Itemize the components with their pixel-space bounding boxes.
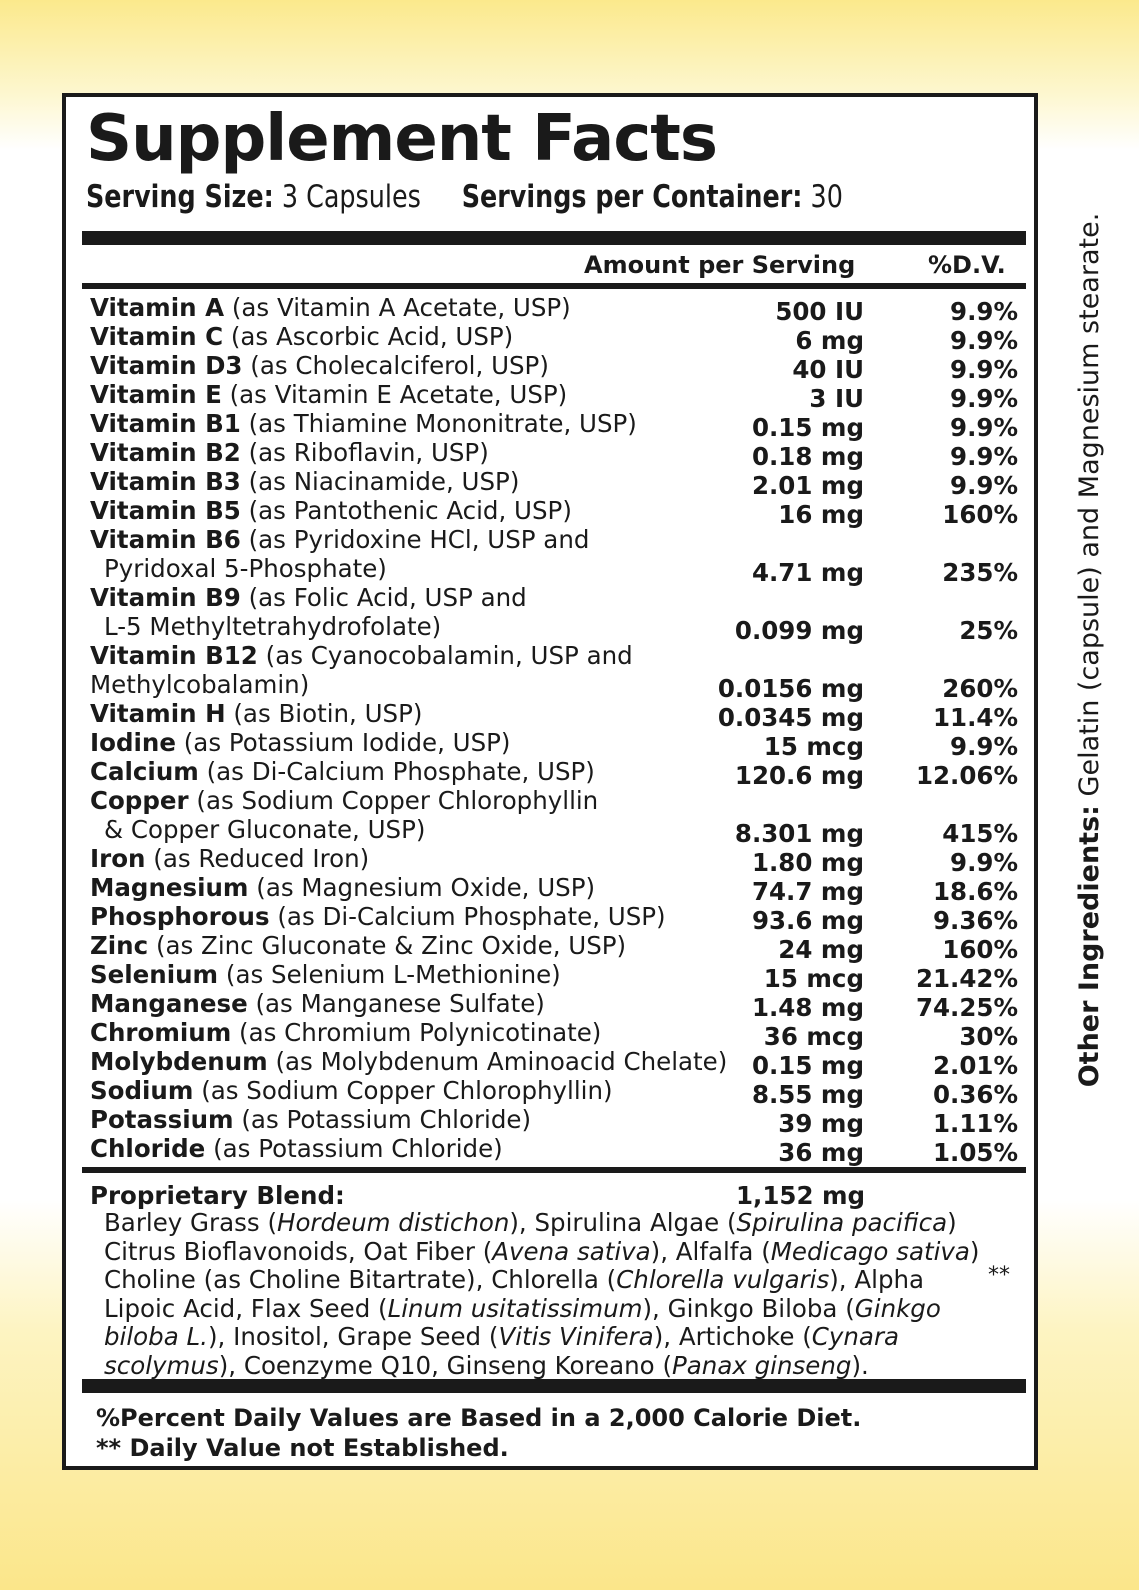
nutrient-source: (as Pyridoxine HCl, USP and	[248, 525, 590, 554]
nutrient-list	[90, 293, 1020, 1167]
nutrient-name: Vitamin B2	[90, 438, 241, 467]
nutrient-label	[90, 322, 1020, 351]
botanical-name: Chlorella vulgaris	[616, 1265, 830, 1294]
divider-thick	[82, 231, 1026, 245]
nutrient-amount: 2.01 mg	[751, 471, 864, 500]
nutrient-amount: 36 mg	[778, 1138, 864, 1167]
nutrient-source: (as Reduced Iron)	[153, 844, 370, 873]
nutrient-name: Vitamin B9	[90, 583, 241, 612]
nutrient-label	[90, 1134, 1020, 1163]
nutrient-amount: 1.48 mg	[751, 993, 864, 1022]
nutrient-dv: 415%	[942, 819, 1018, 848]
nutrient-source: (as Folic Acid, USP and	[248, 583, 527, 612]
nutrient-source: (as Potassium Iodide, USP)	[183, 728, 511, 757]
nutrient-name: Vitamin E	[90, 380, 222, 409]
botanical-name: Panax ginseng	[672, 1350, 852, 1380]
nutrient-name: Iron	[90, 844, 146, 873]
nutrient-amount: 15 mcg	[763, 964, 864, 993]
nutrient-label	[90, 873, 1020, 902]
serving-size-value: 3 Capsules	[281, 179, 421, 215]
nutrient-source: (as Magnesium Oxide, USP)	[256, 873, 596, 902]
nutrient-dv: 260%	[942, 674, 1018, 703]
nutrient-row	[90, 1018, 1020, 1051]
panel-title: Supplement Facts	[86, 102, 717, 176]
nutrient-source: (as Thiamine Mononitrate, USP)	[248, 409, 637, 438]
nutrient-label	[90, 351, 1020, 380]
nutrient-label	[90, 902, 1020, 931]
nutrient-dv: 9.9%	[950, 471, 1018, 500]
nutrient-row	[90, 1047, 1020, 1080]
nutrient-row	[90, 1105, 1020, 1138]
nutrient-dv: 160%	[942, 500, 1018, 529]
nutrient-label	[90, 728, 1020, 757]
botanical-name: Ginkgo biloba L.	[104, 1293, 941, 1351]
nutrient-amount: 0.0156 mg	[717, 674, 864, 703]
nutrient-name: Vitamin B3	[90, 467, 241, 496]
nutrient-amount: 1.80 mg	[751, 848, 864, 877]
nutrient-amount: 0.15 mg	[751, 1051, 864, 1080]
nutrient-source: (as Vitamin E Acetate, USP)	[229, 380, 568, 409]
blend-text-segment: ), Alfalfa (	[650, 1236, 771, 1266]
nutrient-dv: 1.05%	[933, 1138, 1018, 1167]
nutrient-label	[90, 1076, 1020, 1105]
nutrient-row	[90, 496, 1020, 529]
nutrient-source: (as Zinc Gluconate & Zinc Oxide, USP)	[155, 931, 627, 960]
nutrient-amount: 120.6 mg	[734, 761, 864, 790]
nutrient-dv: 21.42%	[915, 964, 1018, 993]
botanical-name: Medicago sativa	[770, 1236, 970, 1266]
nutrient-label	[90, 786, 1020, 815]
servings-per-container-value: 30	[810, 179, 843, 215]
nutrient-dv: 160%	[942, 935, 1018, 964]
nutrient-name: Chloride	[90, 1134, 206, 1163]
amount-column-header: Amount per Serving	[584, 251, 856, 279]
nutrient-row	[90, 351, 1020, 384]
nutrient-source: (as Di-Calcium Phosphate, USP)	[206, 757, 595, 786]
footnote: %Percent Daily Values are Based in a 2,000 Calorie Diet.	[96, 1404, 862, 1432]
nutrient-dv: 2.01%	[933, 1051, 1018, 1080]
nutrient-source: (as Molybdenum Aminoacid Chelate)	[275, 1047, 728, 1076]
nutrient-row	[90, 583, 1020, 645]
nutrient-label	[90, 960, 1020, 989]
supplement-facts-panel	[62, 93, 1038, 1470]
nutrient-amount: 0.0345 mg	[717, 703, 864, 732]
nutrient-dv: 11.4%	[933, 703, 1018, 732]
nutrient-label	[90, 293, 1020, 322]
nutrient-dv: 0.36%	[933, 1080, 1018, 1109]
nutrient-amount: 3 IU	[809, 384, 864, 413]
blend-text-segment: Barley Grass (	[104, 1208, 278, 1237]
nutrient-amount: 0.099 mg	[734, 616, 864, 645]
nutrient-source: (as Potassium Chloride)	[241, 1105, 532, 1134]
nutrient-name: Vitamin B12	[90, 641, 258, 670]
nutrient-row	[90, 699, 1020, 732]
nutrient-source: (as Cholecalciferol, USP)	[250, 351, 549, 380]
dv-column-header: %D.V.	[928, 251, 1006, 279]
nutrient-amount: 4.71 mg	[751, 558, 864, 587]
nutrient-dv: 74.25%	[915, 993, 1018, 1022]
nutrient-label	[90, 844, 1020, 873]
nutrient-row	[90, 293, 1020, 326]
nutrient-row	[90, 844, 1020, 877]
nutrient-source: (as Biotin, USP)	[233, 699, 423, 728]
nutrient-name: Selenium	[90, 960, 219, 989]
serving-size-label: Serving Size:	[86, 179, 274, 215]
nutrient-label	[90, 409, 1020, 438]
blend-text-segment: ), Artichoke (	[653, 1322, 812, 1351]
nutrient-amount: 8.301 mg	[734, 819, 864, 848]
nutrient-amount: 36 mcg	[763, 1022, 864, 1051]
divider-thick	[82, 1379, 1026, 1393]
blend-text-segment: ).	[851, 1350, 869, 1380]
nutrient-dv: 30%	[959, 1022, 1018, 1051]
nutrient-name: Sodium	[90, 1076, 194, 1105]
nutrient-row	[90, 873, 1020, 906]
blend-text-segment: ), Spirulina Algae (	[509, 1208, 737, 1237]
nutrient-source-cont: Pyridoxal 5-Phosphate)	[104, 554, 387, 583]
nutrient-name: Chromium	[90, 1018, 232, 1047]
nutrient-label	[90, 757, 1020, 786]
nutrient-name: Calcium	[90, 757, 199, 786]
nutrient-dv: 25%	[959, 616, 1018, 645]
nutrient-dv: 9.9%	[950, 732, 1018, 761]
nutrient-amount: 24 mg	[778, 935, 864, 964]
other-ingredients-text: Gelatin (capsule) and Magnesium stearate.	[1074, 212, 1105, 797]
blend-ingredients	[104, 1209, 984, 1380]
nutrient-label	[90, 438, 1020, 467]
blend-text-segment: ), Coenzyme Q10, Ginseng Koreano (	[218, 1350, 673, 1380]
nutrient-name: Iodine	[90, 728, 176, 757]
nutrient-label	[90, 1047, 1020, 1076]
footnotes	[96, 1403, 861, 1463]
nutrient-name: Vitamin B5	[90, 496, 241, 525]
nutrient-row	[90, 467, 1020, 500]
nutrient-row	[90, 1134, 1020, 1167]
nutrient-amount: 93.6 mg	[751, 906, 864, 935]
serving-info	[86, 177, 843, 217]
nutrient-dv: 9.9%	[950, 355, 1018, 384]
nutrient-label	[90, 1018, 1020, 1047]
nutrient-row	[90, 902, 1020, 935]
nutrient-source: (as Pantothenic Acid, USP)	[248, 496, 572, 525]
blend-text-segment: ), Inositol, Grape Seed (	[207, 1322, 499, 1351]
nutrient-name: Potassium	[90, 1105, 234, 1134]
botanical-name: Hordeum distichon	[277, 1208, 510, 1237]
nutrient-source: (as Sodium Copper Chlorophyllin)	[201, 1076, 613, 1105]
botanical-name: Linum usitatissimum	[387, 1293, 643, 1323]
nutrient-amount: 16 mg	[778, 500, 864, 529]
nutrient-amount: 6 mg	[795, 326, 864, 355]
nutrient-amount: 0.18 mg	[751, 442, 864, 471]
nutrient-label	[90, 989, 1020, 1018]
divider-thin	[82, 283, 1026, 289]
nutrient-label	[90, 931, 1020, 960]
nutrient-source-cont: & Copper Gluconate, USP)	[104, 815, 426, 844]
nutrient-amount: 74.7 mg	[751, 877, 864, 906]
nutrient-dv: 9.9%	[950, 442, 1018, 471]
nutrient-amount: 39 mg	[778, 1109, 864, 1138]
nutrient-name: Vitamin C	[90, 322, 224, 351]
nutrient-row	[90, 380, 1020, 413]
blend-text-segment: ) Choline (as Choline Bitartrate), Chlorella (	[104, 1236, 980, 1294]
nutrient-source: (as Chromium Polynicotinate)	[239, 1018, 602, 1047]
nutrient-dv: 9.9%	[950, 297, 1018, 326]
nutrient-label	[90, 496, 1020, 525]
nutrient-source: (as Manganese Sulfate)	[255, 989, 545, 1018]
nutrient-source: (as Cyanocobalamin, USP and	[265, 641, 633, 670]
nutrient-dv: 12.06%	[915, 761, 1018, 790]
nutrient-row	[90, 960, 1020, 993]
nutrient-name: Magnesium	[90, 873, 249, 902]
nutrient-label	[90, 1105, 1020, 1134]
nutrient-dv: 18.6%	[933, 877, 1018, 906]
nutrient-label	[90, 380, 1020, 409]
nutrient-source: (as Vitamin A Acetate, USP)	[231, 293, 571, 322]
nutrient-source: (as Ascorbic Acid, USP)	[230, 322, 514, 351]
nutrient-amount: 40 IU	[792, 355, 864, 384]
nutrient-row	[90, 438, 1020, 471]
other-ingredients-label: Other Ingredients:	[1074, 805, 1105, 1088]
blend-label: Proprietary Blend:	[90, 1181, 345, 1210]
nutrient-name: Manganese	[90, 989, 248, 1018]
nutrient-dv: 1.11%	[933, 1109, 1018, 1138]
nutrient-dv: 9.9%	[950, 384, 1018, 413]
nutrient-name: Vitamin A	[90, 293, 225, 322]
nutrient-name: Molybdenum	[90, 1047, 268, 1076]
nutrient-row	[90, 1076, 1020, 1109]
nutrient-name: Vitamin D3	[90, 351, 243, 380]
nutrient-source: (as Riboflavin, USP)	[248, 438, 489, 467]
nutrient-row	[90, 322, 1020, 355]
nutrient-dv: 9.36%	[933, 906, 1018, 935]
botanical-name: Vitis Vinifera	[498, 1322, 654, 1351]
nutrient-source: (as Selenium L-Methionine)	[225, 960, 561, 989]
nutrient-row	[90, 931, 1020, 964]
botanical-name: Cynara scolymus	[104, 1322, 900, 1380]
blend-amount: 1,152 mg	[736, 1181, 866, 1210]
nutrient-label	[90, 699, 1020, 728]
nutrient-label	[90, 583, 1020, 612]
nutrient-name: Phosphorous	[90, 902, 270, 931]
nutrient-source: (as Di-Calcium Phosphate, USP)	[277, 902, 666, 931]
nutrient-row	[90, 989, 1020, 1022]
blend-text-segment: ) Citrus Bioflavonoids, Oat Fiber (	[104, 1208, 957, 1266]
botanical-name: Spirulina pacifica	[736, 1208, 948, 1237]
divider-thin	[82, 1167, 1026, 1173]
nutrient-amount: 8.55 mg	[751, 1080, 864, 1109]
nutrient-dv: 9.9%	[950, 326, 1018, 355]
servings-per-container-label: Servings per Container:	[461, 179, 803, 215]
nutrient-source-cont: L-5 Methyltetrahydrofolate)	[104, 612, 442, 641]
nutrient-dv: 9.9%	[950, 848, 1018, 877]
nutrient-label	[90, 467, 1020, 496]
nutrient-row	[90, 728, 1020, 761]
nutrient-label	[90, 525, 1020, 554]
nutrient-row	[90, 757, 1020, 790]
nutrient-row	[90, 409, 1020, 442]
blend-text-segment: ), Alpha Lipoic Acid, Flax Seed (	[104, 1265, 925, 1323]
nutrient-amount: 500 IU	[775, 297, 864, 326]
nutrient-source-cont: Methylcobalamin)	[90, 670, 310, 699]
nutrient-row	[90, 641, 1020, 703]
botanical-name: Avena sativa	[492, 1236, 651, 1266]
nutrient-source: (as Niacinamide, USP)	[248, 467, 520, 496]
nutrient-name: Vitamin H	[90, 699, 226, 728]
nutrient-row	[90, 786, 1020, 848]
nutrient-name: Zinc	[90, 931, 149, 960]
nutrient-amount: 15 mcg	[763, 732, 864, 761]
nutrient-dv: 235%	[942, 558, 1018, 587]
nutrient-dv: 9.9%	[950, 413, 1018, 442]
nutrient-name: Vitamin B6	[90, 525, 241, 554]
nutrient-row	[90, 525, 1020, 587]
nutrient-amount: 0.15 mg	[751, 413, 864, 442]
nutrient-label	[90, 641, 1020, 670]
blend-text-segment: ), Ginkgo Biloba (	[642, 1293, 855, 1323]
nutrient-name: Vitamin B1	[90, 409, 241, 438]
nutrient-source: (as Potassium Chloride)	[213, 1134, 503, 1163]
dv-not-established-marker: **	[988, 1263, 1010, 1288]
nutrient-name: Copper	[90, 786, 189, 815]
nutrient-source: (as Sodium Copper Chlorophyllin	[196, 786, 599, 815]
footnote: ** Daily Value not Established.	[96, 1434, 509, 1462]
